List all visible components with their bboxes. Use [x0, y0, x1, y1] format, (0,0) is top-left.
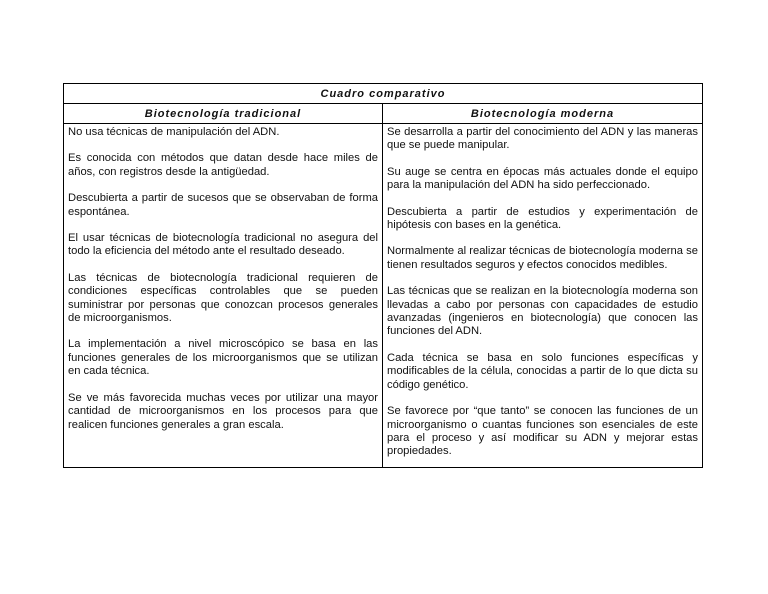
modern-item: Se favorece por “que tanto” se conocen las funciones de un microorganismo o cuantas funciones son esenciales de este para el proceso y así modificar su ADN y mejorar estas propiedades. — [387, 405, 698, 458]
traditional-item: Descubierta a partir de sucesos que se observaban de forma espontánea. — [68, 192, 378, 218]
modern-item: Normalmente al realizar técnicas de biotecnología moderna se tienen resultados seguros y efectos conocidos medibles. — [387, 245, 698, 271]
traditional-item: No usa técnicas de manipulación del ADN. — [68, 126, 280, 138]
traditional-item: Las técnicas de biotecnología tradicional requieren de condiciones específicas controlables que se pueden suministrar por personas que conozcan procesos generales de microorganismos. — [68, 271, 378, 325]
traditional-column — [64, 124, 383, 467]
modern-item: Las técnicas que se realizan en la biotecnología moderna son llevadas a cabo por personas con capacidades de estudio avanzadas (ingenieros en biotecnología) que conocen las funciones del ADN. — [387, 285, 698, 338]
traditional-item: La implementación a nivel microscópico se basa en las funciones generales de los microorganismos que se utilizan en cada técnica. — [68, 338, 378, 378]
header-traditional: Biotecnología tradicional — [64, 104, 383, 123]
modern-item: Descubierta a partir de estudios y experimentación de hipótesis con bases en la genética. — [387, 205, 698, 232]
table-title: Cuadro comparativo — [64, 84, 702, 104]
header-modern: Biotecnología moderna — [470, 107, 615, 120]
traditional-item: Es conocida con métodos que datan desde hace miles de años, con registros desde la antigüedad. — [68, 152, 378, 178]
content-row — [64, 124, 702, 467]
header-row — [64, 104, 702, 124]
traditional-item: Se ve más favorecida muchas veces por utilizar una mayor cantidad de microorganismos en los procesos para que realicen funciones generales a gran escala. — [68, 391, 378, 431]
modern-column — [383, 124, 702, 467]
modern-item: Se desarrolla a partir del conocimiento del ADN y las maneras que se puede manipular. — [387, 126, 698, 152]
modern-item: Su auge se centra en épocas más actuales donde el equipo para la manipulación del ADN ha sido perfeccionado. — [387, 165, 698, 192]
traditional-item: El usar técnicas de biotecnología tradicional no asegura del todo la eficiencia del método ante el resultado deseado. — [68, 232, 378, 258]
modern-item: Cada técnica se basa en solo funciones específicas y modificables de la célula, conocidas a partir de lo que dicta su código genético. — [387, 351, 698, 391]
comparison-table — [63, 83, 703, 468]
